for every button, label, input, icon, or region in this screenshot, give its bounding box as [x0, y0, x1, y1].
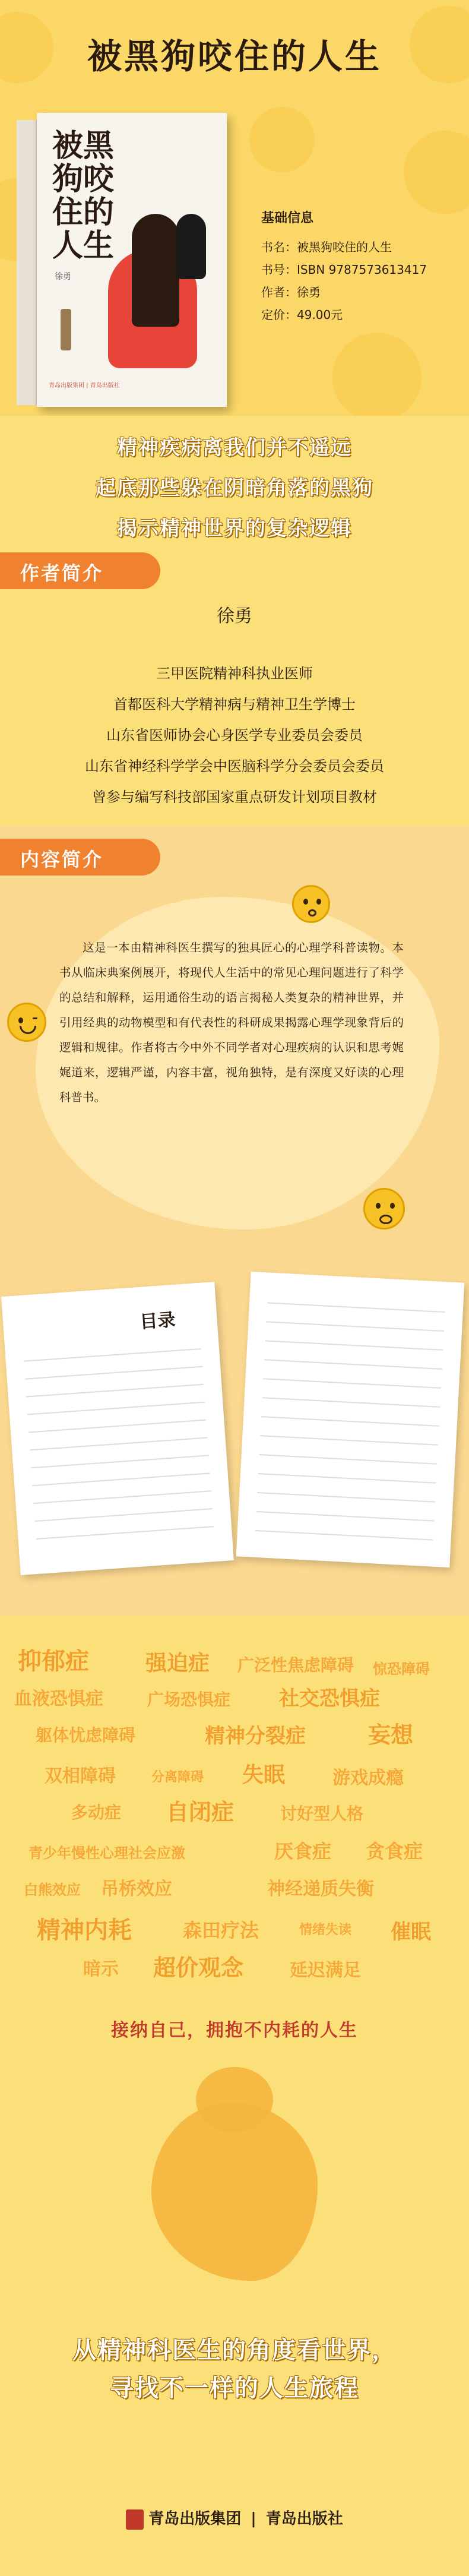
author-bio-line: 曾参与编写科技部国家重点研发计划项目教材	[92, 789, 377, 805]
book-cover-image	[17, 113, 236, 410]
book-cover-publisher: 青岛出版集团 | 青岛出版社	[49, 383, 120, 389]
keyword-tag: 精神内耗	[37, 1917, 132, 1944]
author-bio-line: 山东省神经科学学会中医脑科学分会委员会委员	[85, 758, 384, 775]
keyword-tag: 白熊效应	[24, 1882, 81, 1898]
info-value: 被黑狗咬住的人生	[297, 240, 392, 254]
content-section-tag	[0, 839, 160, 875]
bottom-slogan-line: 从精神科医生的角度看世界，	[72, 2337, 397, 2364]
keyword-tag: 情绪失读	[299, 1923, 352, 1937]
toc-page-left	[1, 1282, 234, 1575]
keyword-tag: 躯体忧虑障碍	[36, 1725, 136, 1745]
keyword-tag: 多动症	[71, 1803, 122, 1822]
keyword-tag: 游戏成瘾	[332, 1768, 404, 1788]
emoji-pattern-icon	[332, 333, 422, 416]
slogan-block	[0, 428, 469, 549]
keyword-tag: 暗示	[83, 1959, 119, 1980]
book-cover-author: 徐勇	[55, 272, 71, 282]
info-label: 书名：	[261, 240, 297, 254]
keyword-tag: 失眠	[242, 1763, 286, 1787]
bottom-slogan-line: 寻找不一样的人生旅程	[110, 2375, 359, 2402]
toc-title: 目录	[139, 1309, 176, 1333]
content-section-label: 内容简介	[20, 848, 104, 871]
publisher-logo-icon	[126, 2509, 144, 2530]
emoji-pattern-icon	[249, 107, 315, 172]
basic-info-box	[261, 208, 457, 326]
keyword-tag: 惊恐障碍	[373, 1661, 430, 1677]
keyword-tag: 森田疗法	[183, 1919, 259, 1942]
author-section-label: 作者简介	[20, 562, 104, 584]
wine-glass-illustration	[61, 309, 71, 350]
author-section-tag	[0, 552, 160, 589]
author-bio	[0, 658, 469, 813]
footer-separator: |	[251, 2510, 256, 2528]
emoji-pattern-icon	[404, 131, 469, 214]
keyword-tag: 双相障碍	[45, 1766, 116, 1787]
keyword-tag: 精神分裂症	[205, 1724, 306, 1748]
surprised-face-icon	[292, 885, 330, 923]
toc-page-right	[236, 1272, 465, 1567]
keyword-tag: 青少年慢性心理社会应激	[28, 1845, 185, 1861]
keyword-tag: 分离障碍	[151, 1770, 204, 1785]
black-dog-illustration	[176, 214, 206, 279]
person-illustration	[132, 214, 179, 327]
book-front	[37, 113, 227, 407]
keyword-tag: 自闭症	[166, 1799, 235, 1825]
cover-section	[0, 0, 469, 416]
author-bio-line: 三甲医院精神科执业医师	[156, 665, 313, 682]
keyword-banner: 接纳自己，拥抱不内耗的人生	[111, 2020, 358, 2041]
info-row-author	[261, 281, 457, 304]
author-bio-line: 首都医科大学精神病与精神卫生学博士	[113, 696, 356, 713]
keyword-tag: 贪食症	[366, 1840, 423, 1863]
info-value: ISBN 9787573613417	[297, 263, 427, 277]
info-label: 书号：	[261, 263, 297, 277]
info-value: 49.00元	[297, 308, 343, 322]
keyword-tag: 广场恐惧症	[147, 1690, 231, 1709]
slogan-line: 揭示精神世界的复杂逻辑	[117, 517, 352, 541]
bottom-slogan	[0, 2331, 469, 2407]
info-row-price	[261, 304, 457, 326]
author-name: 徐勇	[217, 606, 252, 627]
content-description: 这是一本由精神科医生撰写的独具匠心的心理学科普读物。本书从临床典案例展开，将现代人生活中的常见心理问题进行了科学的总结和解释，运用通俗生动的语言揭秘人类复杂的精神世界，并引用经典的动物模型和有代表性的科研成果揭露心理学现象背后的逻辑和规律。作者将古今中外不同学者对心理疾病的认识和思考娓娓道来，逻辑严谨，内容丰富，视角独特，是有深度又好读的心理科普书。	[59, 941, 404, 1104]
publisher-name: 青岛出版社	[265, 2510, 343, 2528]
publisher-footer	[0, 2507, 469, 2530]
page-title: 被黑狗咬住的人生	[87, 36, 382, 77]
keyword-tag: 延迟满足	[290, 1960, 361, 1981]
keyword-tag: 血液恐惧症	[14, 1689, 103, 1709]
keyword-tag: 广泛性焦虑障碍	[237, 1655, 354, 1675]
publisher-group: 青岛出版集团	[148, 2510, 242, 2528]
winking-face-icon	[7, 1003, 46, 1042]
keyword-tag: 抑郁症	[18, 1648, 89, 1675]
author-bio-line: 山东省医师协会心身医学专业委员会委员	[106, 727, 363, 744]
basic-info-heading: 基础信息	[261, 211, 314, 226]
keyword-tag: 厌食症	[274, 1840, 332, 1863]
info-row-title	[261, 236, 457, 258]
info-value: 徐勇	[297, 285, 321, 299]
keyword-tag: 超价观念	[153, 1955, 244, 1981]
keyword-tag: 神经递质失衡	[267, 1879, 374, 1899]
keyword-tag: 讨好型人格	[280, 1804, 364, 1823]
keyword-tag: 社交恐惧症	[279, 1687, 380, 1711]
crying-face-icon	[363, 1188, 405, 1229]
slogan-line: 起底那些躲在阴暗角落的黑狗	[96, 476, 373, 500]
slogan-line: 精神疾病离我们并不遥远	[117, 436, 352, 460]
info-label: 作者：	[261, 285, 297, 299]
keyword-tag: 催眠	[391, 1920, 431, 1944]
hugging-figure-head	[196, 2067, 273, 2132]
book-spine	[17, 120, 37, 405]
info-label: 定价：	[261, 308, 297, 322]
info-row-isbn	[261, 258, 457, 281]
book-cover-title: 被黑狗咬住的人生	[52, 128, 115, 264]
keyword-tag: 强迫症	[145, 1651, 210, 1676]
keyword-tag: 吊桥效应	[101, 1879, 172, 1899]
keyword-tag: 妄想	[368, 1722, 414, 1748]
